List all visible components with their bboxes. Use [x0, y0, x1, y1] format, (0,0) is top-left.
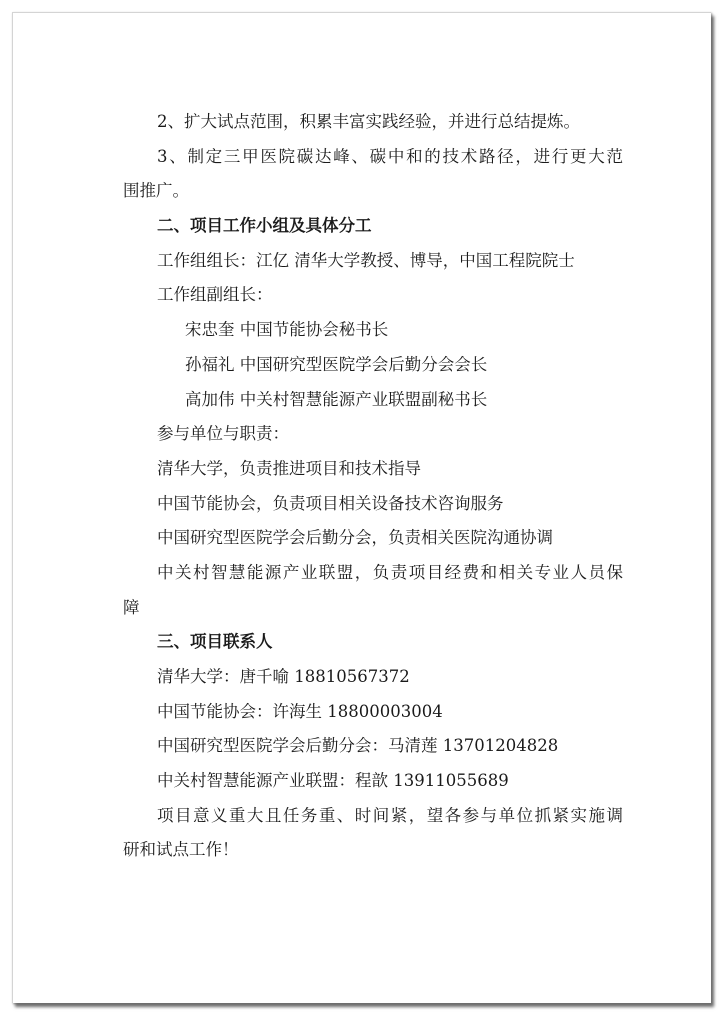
- participant-item: 中国研究型医院学会后勤分会，负责相关医院沟通协调: [157, 528, 553, 548]
- document-body: [123, 105, 623, 868]
- deputy-leader-heading: 工作组副组长：: [157, 285, 273, 305]
- section-heading-contacts: 三、项目联系人: [157, 632, 273, 652]
- contact-item: 中关村智慧能源产业联盟：程歆 13911055689: [157, 771, 509, 791]
- group-leader-line: 工作组组长：江亿 清华大学教授、博导，中国工程院院士: [157, 250, 575, 270]
- contact-item: 清华大学：唐千喻 18810567372: [157, 667, 410, 686]
- paragraph-line: 障: [123, 597, 140, 617]
- participant-item: 中关村智慧能源产业联盟，负责项目经费和相关专业人员保: [157, 562, 623, 582]
- contact-item: 中国节能协会：许海生 18800003004: [157, 701, 443, 721]
- participants-heading: 参与单位与职责：: [157, 424, 289, 444]
- document-page: [12, 12, 711, 1003]
- paragraph-line: 2、扩大试点范围，积累丰富实践经验，并进行总结提炼。: [157, 112, 580, 131]
- section-heading-work-group: 二、项目工作小组及具体分工: [157, 216, 372, 236]
- closing-paragraph-line: 项目意义重大且任务重、时间紧，望各参与单位抓紧实施调: [157, 805, 623, 825]
- paragraph-line: 3、制定三甲医院碳达峰、碳中和的技术路径，进行更大范: [157, 146, 623, 166]
- closing-paragraph-line: 研和试点工作！: [123, 840, 239, 860]
- paragraph-line: 围推广。: [123, 181, 189, 201]
- deputy-leader-item: 高加伟 中关村智慧能源产业联盟副秘书长: [185, 389, 488, 409]
- deputy-leader-item: 孙福礼 中国研究型医院学会后勤分会会长: [185, 354, 488, 374]
- deputy-leader-item: 宋忠奎 中国节能协会秘书长: [185, 320, 389, 340]
- participant-item: 清华大学，负责推进项目和技术指导: [157, 458, 421, 478]
- participant-item: 中国节能协会，负责项目相关设备技术咨询服务: [157, 493, 504, 513]
- contact-item: 中国研究型医院学会后勤分会：马清莲 13701204828: [157, 736, 559, 756]
